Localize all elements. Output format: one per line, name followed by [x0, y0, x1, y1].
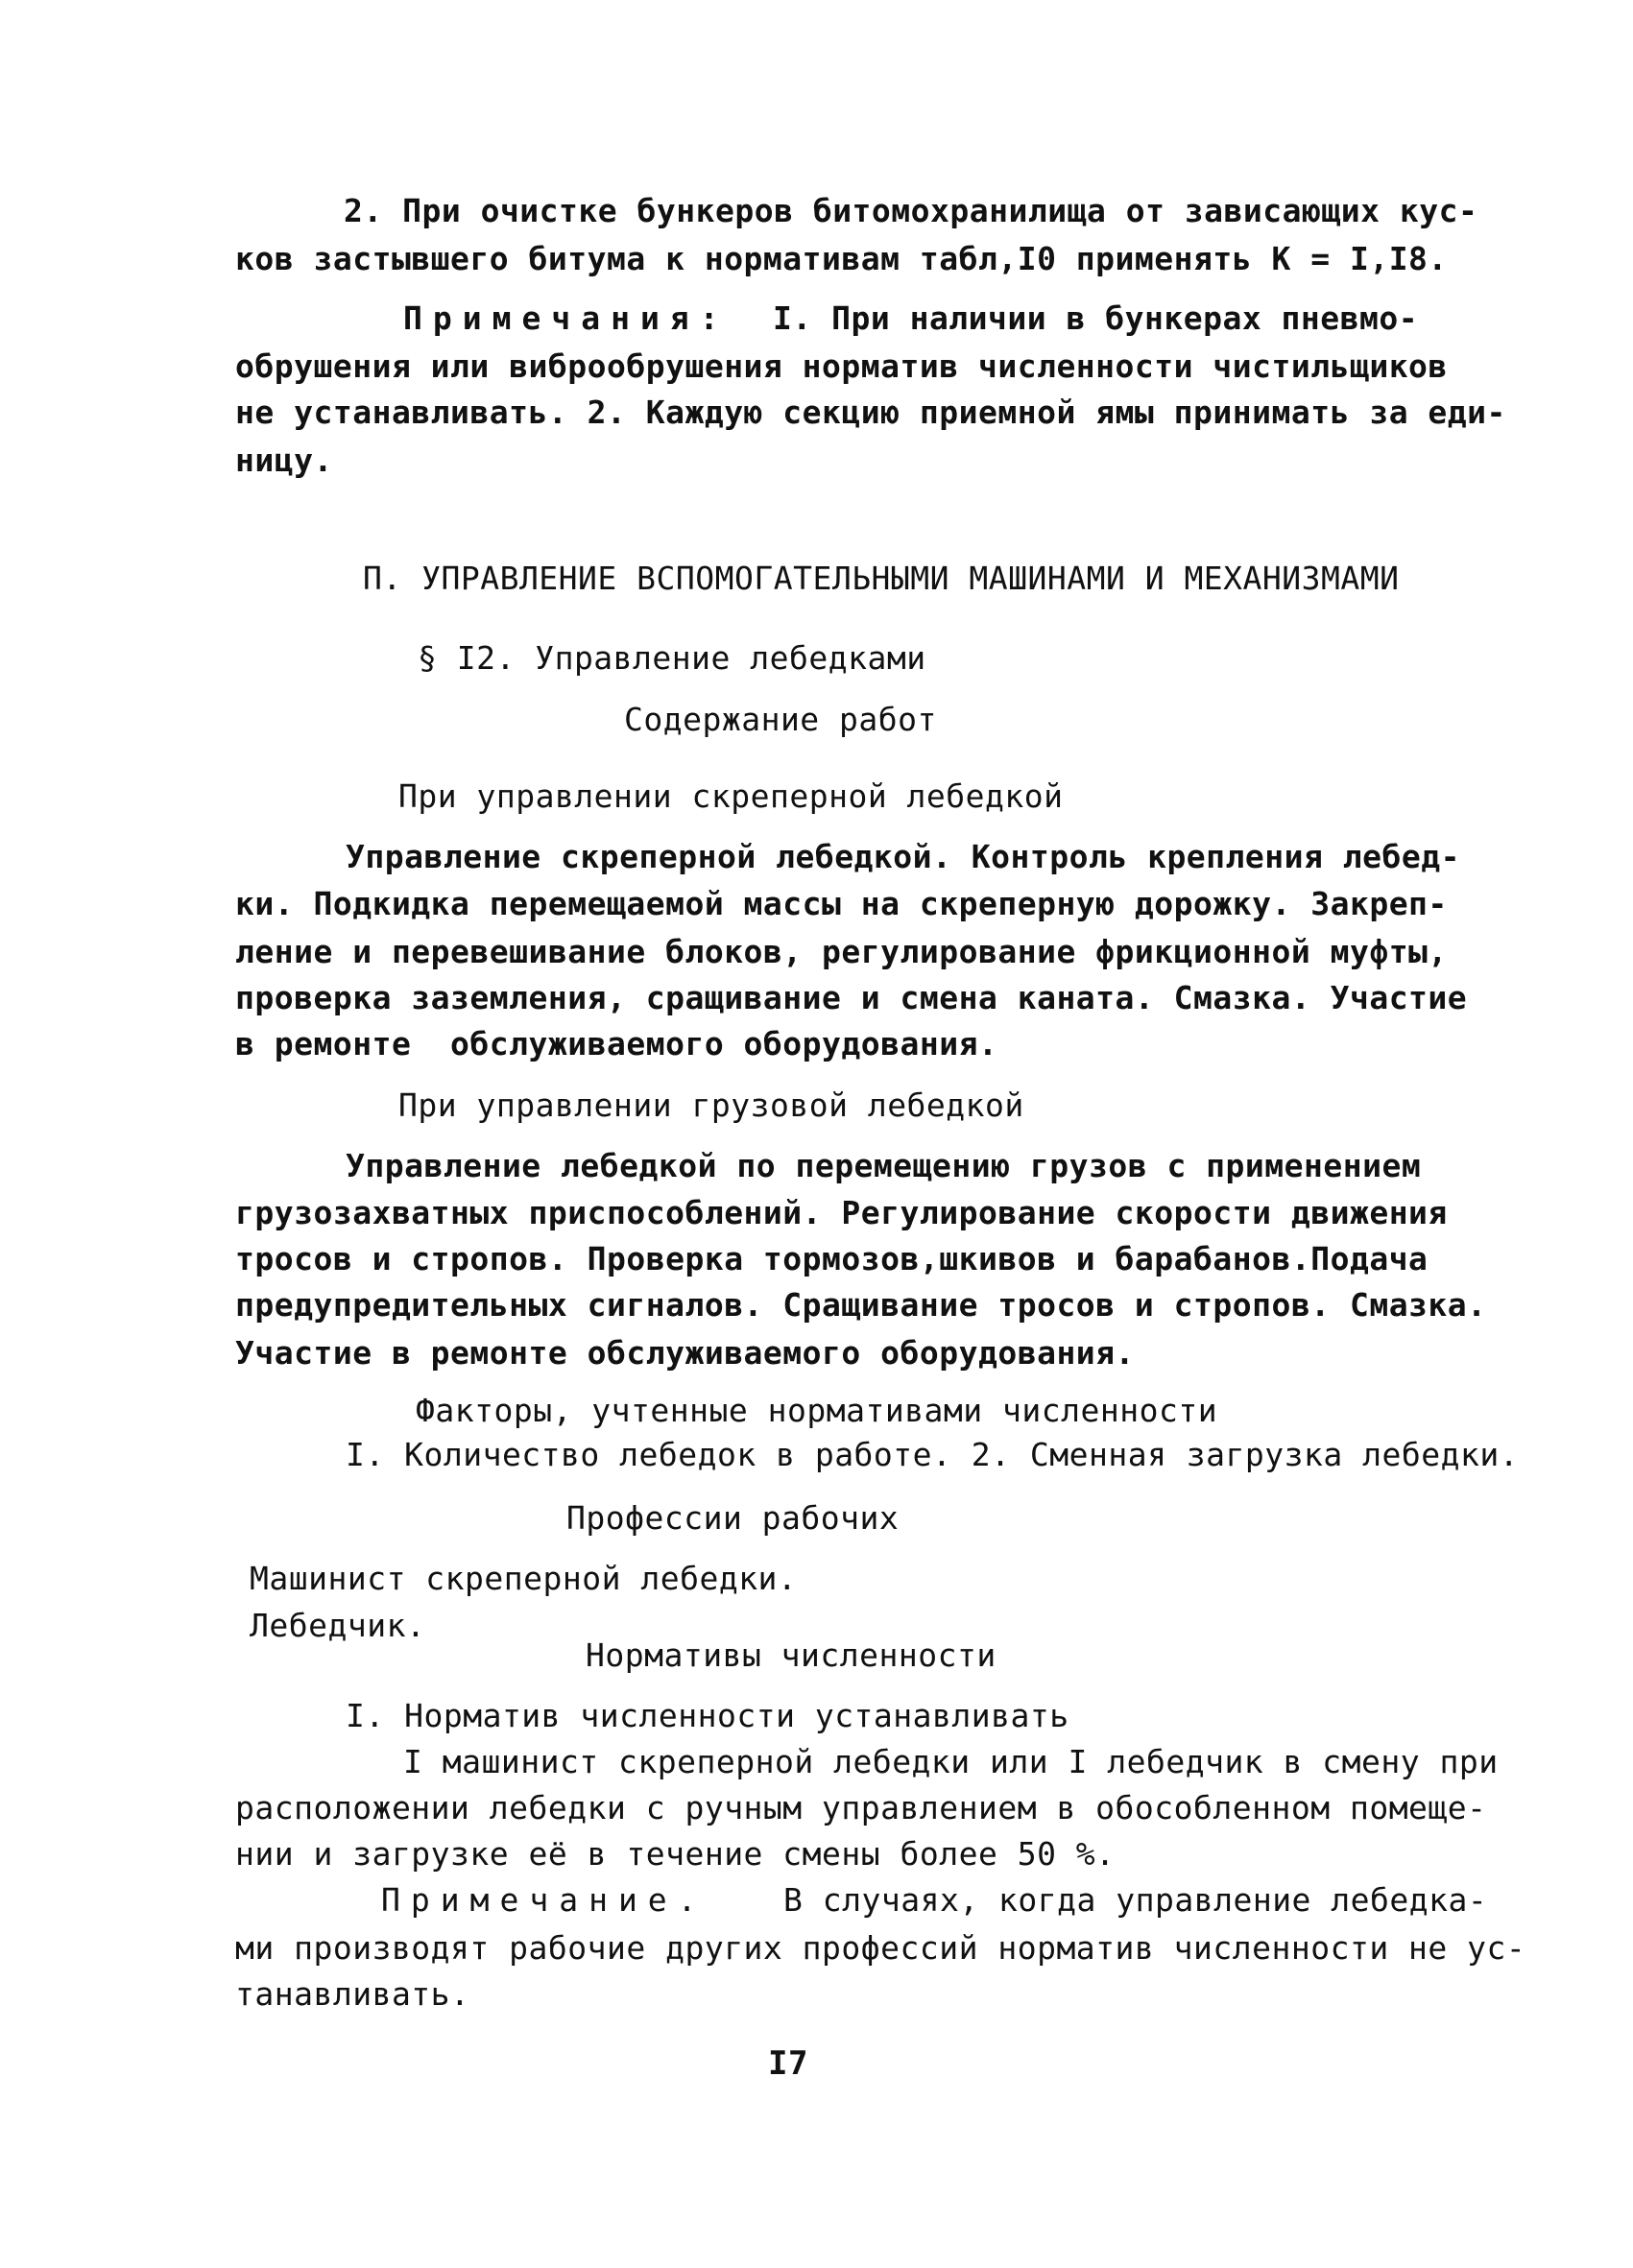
note-1-line-1: I. При наличии в бункерах пневмо- — [773, 299, 1419, 337]
note-1-line-2: обрушения или виброобрушения норматив численности чистильщиков — [235, 347, 1448, 385]
cargo-winch-heading: При управлении грузовой лебедкой — [398, 1086, 1024, 1124]
note-2-line-1: В случаях, когда управление лебедка- — [783, 1881, 1488, 1919]
norm-line-1: I машинист скреперной лебедки или I лебедчик в смену при — [403, 1743, 1499, 1780]
work-content-heading: Содержание работ — [624, 701, 937, 738]
paragraph-12-heading: § I2. Управление лебедками — [418, 639, 926, 677]
scraper-line-1: Управление скреперной лебедкой. Контроль крепления лебед- — [346, 838, 1460, 875]
page-number: I7 — [768, 2044, 808, 2083]
scraper-line-4: проверка заземления, сращивание и смена каната. Смазка. Участие — [235, 979, 1468, 1016]
profession-item-2: Лебедчик. — [250, 1607, 426, 1644]
norms-heading: Нормативы численности — [586, 1636, 997, 1674]
note-1-line-4: ницу. — [235, 442, 333, 479]
cargo-line-4: предупредительных сигналов. Сращивание тросов и стропов. Смазка. — [235, 1286, 1487, 1324]
note-2-label: Примечание. — [381, 1881, 708, 1919]
profession-item-1: Машинист скреперной лебедки. — [250, 1560, 798, 1597]
scraper-line-5: в ремонте обслуживаемого оборудования. — [235, 1025, 998, 1062]
cargo-line-1: Управление лебедкой по перемещению грузов с применением — [346, 1147, 1422, 1184]
note-1-label: Примечания: — [403, 299, 730, 337]
note-1-line-3: не устанавливать. 2. Каждую секцию приемной ямы принимать за еди- — [235, 394, 1506, 431]
norm-line-3: нии и загрузке её в течение смены более 50 %. — [235, 1835, 1116, 1873]
note-2-line-3: танавливать. — [235, 1975, 470, 2013]
norm-line-2: расположении лебедки с ручным управлением в обособленном помеще- — [235, 1789, 1487, 1826]
section-title: П. УПРАВЛЕНИЕ ВСПОМОГАТЕЛЬНЫМИ МАШИНАМИ И МЕХАНИЗМАМИ — [363, 560, 1400, 597]
note-2-line-2: ми производят рабочие других профессий норматив численности не ус- — [235, 1929, 1526, 1967]
cargo-line-3: тросов и стропов. Проверка тормозов,шкивов и барабанов.Подача — [235, 1240, 1429, 1277]
factors-heading: Факторы, учтенные нормативами численности — [416, 1392, 1218, 1429]
paragraph-2-line-1: 2. При очистке бункеров битомохранилища от зависающих кус- — [344, 192, 1478, 229]
scraper-winch-heading: При управлении скреперной лебедкой — [398, 777, 1064, 815]
cargo-line-2: грузозахватных приспособлений. Регулирование скорости движения — [235, 1194, 1448, 1231]
factors-line: I. Количество лебедок в работе. 2. Сменная загрузка лебедки. — [346, 1436, 1520, 1473]
scraper-line-2: ки. Подкидка перемещаемой массы на скреперную дорожку. Закреп- — [235, 885, 1448, 922]
cargo-line-5: Участие в ремонте обслуживаемого оборудования. — [235, 1334, 1135, 1372]
paragraph-2-line-2: ков застывшего битума к нормативам табл,I0 применять К = I,I8. — [235, 240, 1448, 277]
scraper-line-3: ление и перевешивание блоков, регулирование фрикционной муфты, — [235, 933, 1448, 970]
norm-item-1: I. Норматив численности устанавливать — [346, 1697, 1069, 1734]
professions-heading: Профессии рабочих — [566, 1499, 900, 1537]
